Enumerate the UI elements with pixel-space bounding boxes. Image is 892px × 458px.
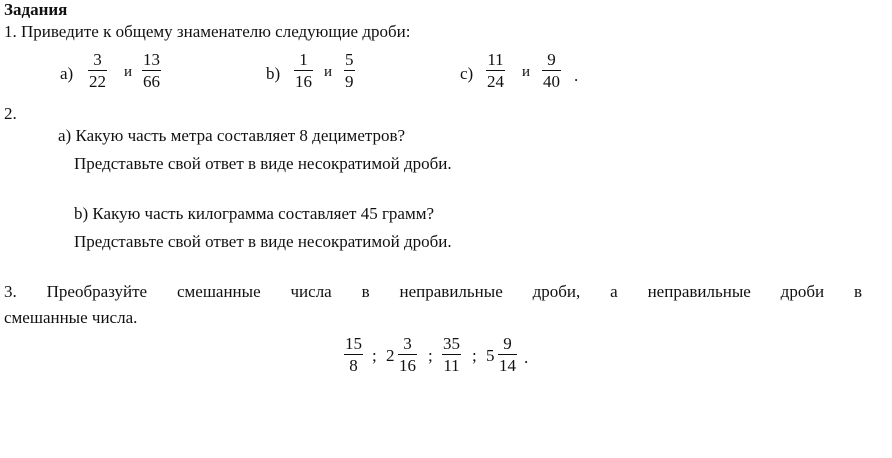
period: . [574, 66, 579, 85]
numerator: 11 [487, 50, 504, 69]
fraction-bar [442, 354, 461, 355]
conjunction: и [324, 64, 333, 80]
denominator: 14 [499, 356, 516, 375]
numerator: 3 [403, 334, 412, 353]
period: . [524, 348, 529, 367]
numerator: 9 [503, 334, 512, 353]
denominator: 24 [487, 72, 504, 91]
separator: ; [428, 346, 433, 365]
fraction-bar [344, 70, 355, 71]
heading: Задания [4, 0, 68, 19]
denominator: 66 [143, 72, 160, 91]
conjunction: и [522, 64, 531, 80]
task1-c-label: c) [460, 64, 474, 83]
denominator: 16 [295, 72, 312, 91]
task3-text-line2: смешанные числа. [4, 308, 138, 327]
numerator: 9 [547, 50, 556, 69]
conjunction: и [124, 64, 133, 80]
task1-text: 1. Приведите к общему знаменателю следующие дроби: [4, 22, 411, 41]
task2-number: 2. [4, 104, 17, 123]
numerator: 15 [345, 334, 362, 353]
denominator: 40 [543, 72, 560, 91]
denominator: 11 [443, 356, 460, 375]
numerator: 13 [143, 50, 160, 69]
fraction-bar [498, 354, 517, 355]
task2-b-question: b) Какую часть килограмма составляет 45 грамм? [74, 204, 435, 223]
fraction-bar [398, 354, 417, 355]
denominator: 16 [399, 356, 416, 375]
denominator: 9 [345, 72, 354, 91]
separator: ; [372, 346, 377, 365]
fraction-3-22 [88, 50, 107, 91]
fraction-bar [294, 70, 313, 71]
mixed-whole-5: 5 [486, 346, 495, 365]
fraction-13-66 [142, 50, 161, 91]
numerator: 35 [443, 334, 460, 353]
fraction-9-14 [498, 334, 517, 375]
denominator: 22 [89, 72, 106, 91]
fraction-15-8 [344, 334, 363, 375]
task2-b-instruction: Представьте свой ответ в виде несократимой дроби. [74, 232, 452, 251]
fraction-bar [344, 354, 363, 355]
task3-text-line1: 3. Преобразуйте смешанные числа в неправильные дроби, а неправильные дроби в [4, 282, 862, 301]
fraction-5-9 [344, 50, 355, 91]
task2-a-question: a) Какую часть метра составляет 8 дециметров? [58, 126, 406, 145]
numerator: 5 [345, 50, 354, 69]
fraction-9-40 [542, 50, 561, 91]
task1-b-label: b) [266, 64, 281, 83]
task1-a-label: a) [60, 64, 74, 83]
fraction-35-11 [442, 334, 461, 375]
denominator: 8 [349, 356, 358, 375]
numerator: 1 [299, 50, 308, 69]
numerator: 3 [93, 50, 102, 69]
task2-a-instruction: Представьте свой ответ в виде несократимой дроби. [74, 154, 452, 173]
fraction-bar [142, 70, 161, 71]
fraction-bar [88, 70, 107, 71]
separator: ; [472, 346, 477, 365]
fraction-bar [542, 70, 561, 71]
fraction-1-16 [294, 50, 313, 91]
fraction-3-16 [398, 334, 417, 375]
fraction-bar [486, 70, 505, 71]
mixed-whole-2: 2 [386, 346, 395, 365]
fraction-11-24 [486, 50, 505, 91]
